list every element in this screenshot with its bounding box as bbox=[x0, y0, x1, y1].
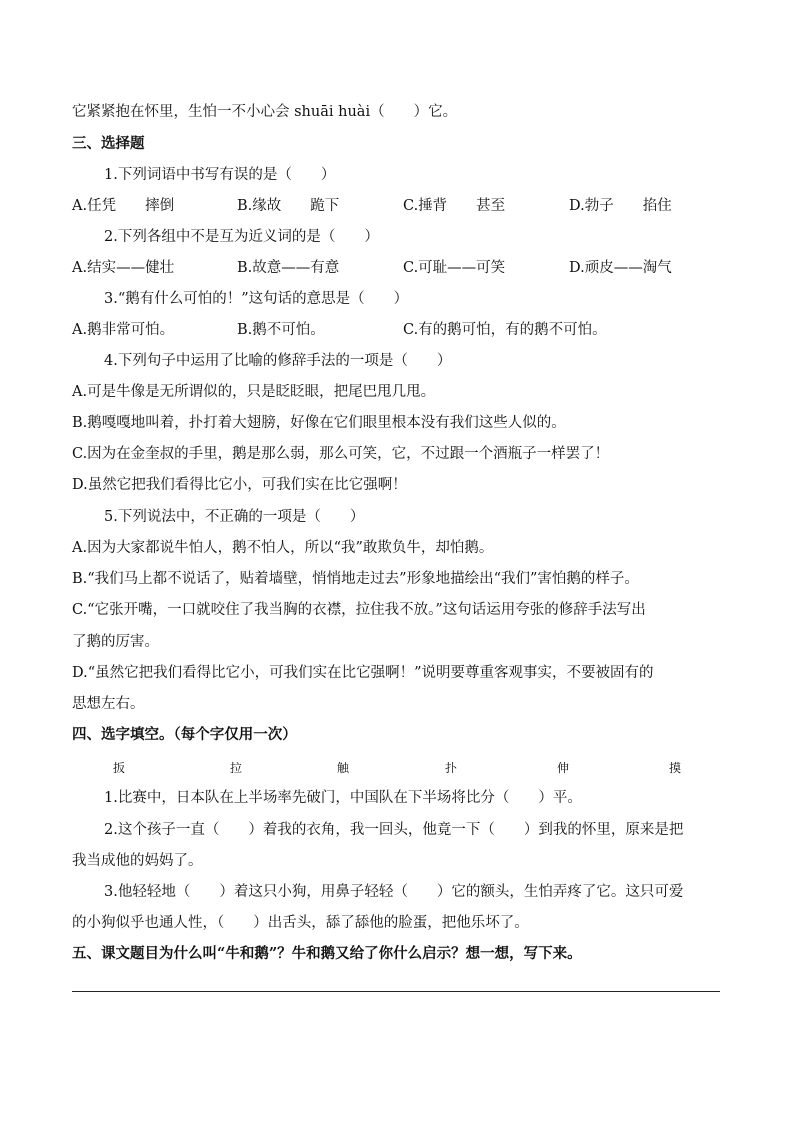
q3-option-c: C.有的鹅可怕，有的鹅不可怕。 bbox=[403, 322, 607, 338]
q3-stem: 3.“鹅有什么可怕的！”这句话的意思是（ ） bbox=[104, 291, 409, 307]
q4-option-c: C.因为在金奎叔的手里，鹅是那么弱，那么可笑，它，不过跟一个酒瓶子一样罢了！ bbox=[72, 446, 610, 462]
section4-heading: 四、选字填空。（每个字仅用一次） bbox=[72, 726, 297, 743]
fill-q1: 1.比赛中，日本队在上半场率先破门，中国队在下半场将比分（ ）平。 bbox=[104, 790, 582, 806]
intro-line: 它紧紧抱在怀里，生怕一不小心会 shuāi huài（ ）它。 bbox=[72, 104, 458, 120]
q2-option-d: D.顽皮——淘气 bbox=[569, 260, 672, 276]
q4-option-a: A.可是牛像是无所谓似的，只是眨眨眼，把尾巴甩几甩。 bbox=[72, 384, 436, 400]
q1-option-b: B.缘故 跪下 bbox=[237, 198, 340, 214]
q5-option-d-cont: 思想左右。 bbox=[72, 696, 145, 712]
char-option: 触 bbox=[337, 761, 350, 775]
q2-option-c: C.可耻——可笑 bbox=[403, 260, 506, 276]
q1-stem: 1.下列词语中书写有误的是（ ） bbox=[104, 167, 336, 183]
q1-option-a: A.任凭 摔倒 bbox=[72, 198, 175, 214]
q2-stem: 2.下列各组中不是互为近义词的是（ ） bbox=[104, 229, 379, 245]
fill-q2-cont: 我当成他的妈妈了。 bbox=[72, 853, 203, 869]
answer-line[interactable] bbox=[72, 991, 720, 992]
q2-option-a: A.结实——健壮 bbox=[72, 260, 175, 276]
q5-option-c: C.“它张开嘴，一口就咬住了我当胸的衣襟，拉住我不放。”这句话运用夸张的修辞手法写出 bbox=[72, 602, 646, 618]
char-option: 扑 bbox=[445, 761, 458, 775]
q1-option-d: D.勃子 掐住 bbox=[569, 198, 672, 214]
char-option: 拉 bbox=[230, 761, 243, 775]
q3-option-a: A.鹅非常可怕。 bbox=[72, 322, 175, 338]
section3-heading: 三、选择题 bbox=[72, 135, 145, 152]
q3-option-b: B.鹅不可怕。 bbox=[237, 322, 325, 338]
char-option: 伸 bbox=[557, 761, 570, 775]
q5-option-b: B.“我们马上都不说话了，贴着墙壁，悄悄地走过去”形象地描绘出“我们”害怕鹅的样子。 bbox=[72, 571, 639, 587]
q5-option-c-cont: 了鹅的厉害。 bbox=[72, 634, 159, 650]
q4-stem: 4.下列句子中运用了比喻的修辞手法的一项是（ ） bbox=[104, 353, 452, 369]
q5-option-d: D.“虽然它把我们看得比它小，可我们实在比它强啊！”说明要尊重客观事实，不要被固有的 bbox=[72, 665, 654, 681]
q2-option-b: B.故意——有意 bbox=[237, 260, 340, 276]
q4-option-d: D.虽然它把我们看得比它小，可我们实在比它强啊！ bbox=[72, 477, 407, 493]
q5-option-a: A.因为大家都说牛怕人，鹅不怕人，所以“我”敢欺负牛，却怕鹅。 bbox=[72, 540, 494, 556]
q4-option-b: B.鹅嘎嘎地叫着，扑打着大翅膀，好像在它们眼里根本没有我们这些人似的。 bbox=[72, 415, 566, 431]
fill-q3-cont: 的小狗似乎也通人性，（ ）出舌头，舔了舔他的脸蛋，把他乐坏了。 bbox=[72, 915, 529, 931]
q5-stem: 5.下列说法中，不正确的一项是（ ） bbox=[104, 509, 365, 525]
char-option: 扳 bbox=[113, 761, 126, 775]
fill-q3: 3.他轻轻地（ ）着这只小狗，用鼻子轻轻（ ）它的额头，生怕弄疼了它。这只可爱 bbox=[104, 884, 684, 900]
section5-heading: 五、课文题目为什么叫“牛和鹅”？牛和鹅又给了你什么启示？想一想，写下来。 bbox=[72, 945, 582, 962]
char-option: 摸 bbox=[669, 761, 682, 775]
q1-option-c: C.捶背 甚至 bbox=[403, 198, 506, 214]
fill-q2: 2.这个孩子一直（ ）着我的衣角，我一回头，他竟一下（ ）到我的怀里，原来是把 bbox=[104, 822, 684, 838]
